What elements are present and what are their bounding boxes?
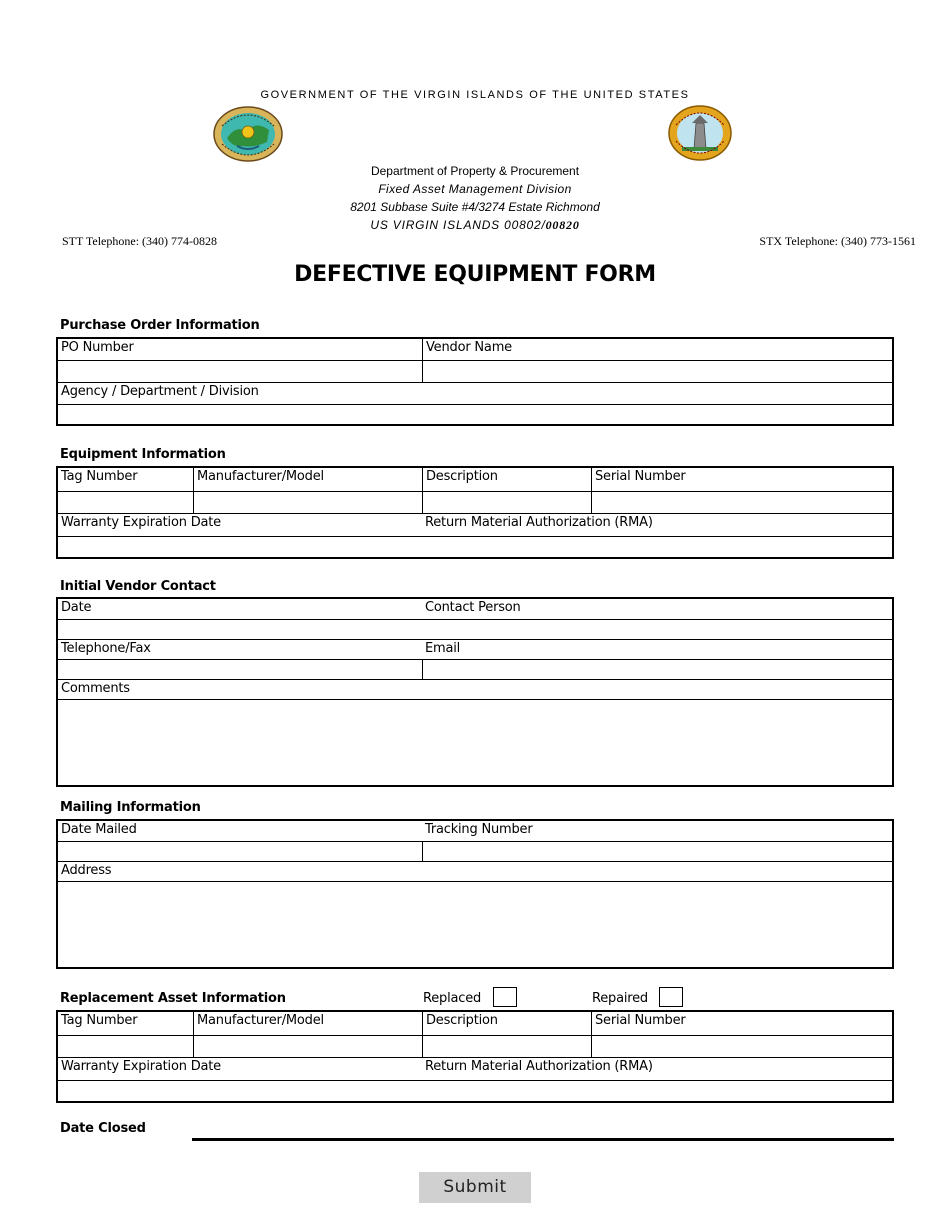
tag-number-label: Tag Number — [61, 469, 138, 484]
replacement-tag-number-input[interactable] — [58, 1036, 193, 1057]
repaired-label: Repaired — [592, 991, 648, 1006]
table-row — [58, 599, 892, 619]
po-number-label: PO Number — [61, 340, 134, 355]
tracking-label-cell — [422, 821, 892, 841]
tracking-number-input[interactable] — [422, 842, 892, 861]
agency-label: Agency / Department / Division — [61, 384, 259, 399]
rma-label: Return Material Authorization (RMA) — [425, 515, 653, 530]
description-label-cell — [422, 468, 591, 491]
city-address — [300, 216, 650, 234]
replacement-tag-label-cell — [58, 1012, 193, 1035]
table-row — [58, 659, 892, 679]
serial-number-input[interactable] — [591, 492, 892, 513]
equipment-heading: Equipment Information — [60, 447, 226, 462]
repaired-checkbox[interactable] — [659, 987, 683, 1007]
date-closed-input[interactable] — [192, 1138, 894, 1141]
warranty-rma-input[interactable] — [58, 537, 892, 557]
warranty-label: Warranty Expiration Date — [61, 515, 221, 530]
replacement-warranty-rma-input[interactable] — [58, 1081, 892, 1101]
replacement-manufacturer-model-input[interactable] — [193, 1036, 422, 1057]
contact-person-label-cell — [422, 599, 892, 619]
mailing-heading: Mailing Information — [60, 800, 201, 815]
date-closed-label: Date Closed — [60, 1121, 146, 1136]
table-row — [58, 821, 892, 841]
table-row — [58, 382, 892, 404]
serial-number-label: Serial Number — [595, 469, 686, 484]
vendor-name-label-cell — [422, 339, 892, 360]
address-input[interactable] — [58, 882, 892, 967]
virgin-islands-seal-icon — [213, 106, 283, 162]
table-row — [58, 491, 892, 513]
date-label-cell — [58, 599, 422, 619]
purchase-order-heading: Purchase Order Information — [60, 318, 260, 333]
comments-label: Comments — [61, 681, 130, 696]
vendor-name-label: Vendor Name — [426, 340, 512, 355]
tag-number-label-cell — [58, 468, 193, 491]
address-label-cell — [58, 862, 892, 881]
manufacturer-label-cell — [193, 468, 422, 491]
table-row — [58, 1035, 892, 1057]
purchase-order-section — [56, 337, 894, 426]
agency-label-cell — [58, 383, 892, 404]
comments-input[interactable] — [58, 700, 892, 785]
date-mailed-label-cell — [58, 821, 422, 841]
department-name: Department of Property & Procurement — [370, 164, 580, 178]
table-row — [58, 861, 892, 881]
replacement-description-input[interactable] — [422, 1036, 591, 1057]
replacement-serial-number-label: Serial Number — [595, 1013, 686, 1028]
replacement-section — [56, 1010, 894, 1103]
manufacturer-model-input[interactable] — [193, 492, 422, 513]
telephone-label-cell — [58, 640, 422, 659]
address-label: Address — [61, 863, 112, 878]
city-text: US VIRGIN ISLANDS 00802/ — [370, 218, 546, 232]
table-row — [58, 699, 892, 785]
property-procurement-seal-icon — [668, 105, 732, 161]
table-row — [58, 619, 892, 639]
stx-telephone: STX Telephone: (340) 773-1561 — [759, 234, 916, 248]
table-row — [58, 1057, 892, 1080]
replacement-serial-label-cell — [591, 1012, 892, 1035]
rma-label-cell — [422, 514, 892, 536]
replacement-warranty-label: Warranty Expiration Date — [61, 1059, 221, 1074]
table-row — [58, 639, 892, 659]
stt-telephone: STT Telephone: (340) 774-0828 — [62, 234, 218, 248]
table-row — [58, 339, 892, 360]
email-input[interactable] — [422, 660, 892, 679]
comments-label-cell — [58, 680, 892, 699]
telephone-fax-input[interactable] — [58, 660, 422, 679]
date-mailed-label: Date Mailed — [61, 822, 137, 837]
vendor-name-input[interactable] — [422, 361, 892, 382]
table-row — [58, 881, 892, 967]
street-address: 8201 Subbase Suite #4/3274 Estate Richmond — [350, 200, 600, 214]
vendor-contact-heading: Initial Vendor Contact — [60, 579, 216, 594]
description-input[interactable] — [422, 492, 591, 513]
date-mailed-input[interactable] — [58, 842, 422, 861]
table-row — [58, 536, 892, 557]
vendor-contact-section — [56, 597, 894, 787]
replacement-rma-label-cell — [422, 1058, 892, 1080]
replacement-manufacturer-model-label: Manufacturer/Model — [197, 1013, 324, 1028]
replacement-warranty-label-cell — [58, 1058, 422, 1080]
contact-person-label: Contact Person — [425, 600, 521, 615]
email-label-cell — [422, 640, 892, 659]
table-row — [58, 1012, 892, 1035]
warranty-label-cell — [58, 514, 422, 536]
table-row — [58, 679, 892, 699]
po-number-input[interactable] — [58, 361, 422, 382]
division-name: Fixed Asset Management Division — [378, 182, 572, 196]
table-row — [58, 841, 892, 861]
form-title: DEFECTIVE EQUIPMENT FORM — [294, 262, 656, 287]
table-row — [58, 360, 892, 382]
po-number-label-cell — [58, 339, 422, 360]
replacement-description-label: Description — [426, 1013, 498, 1028]
description-label: Description — [426, 469, 498, 484]
table-row — [58, 513, 892, 536]
replacement-manufacturer-label-cell — [193, 1012, 422, 1035]
mailing-section — [56, 819, 894, 969]
submit-button[interactable]: Submit — [419, 1172, 531, 1203]
replacement-serial-number-input[interactable] — [591, 1036, 892, 1057]
agency-input[interactable] — [58, 405, 892, 424]
manufacturer-model-label: Manufacturer/Model — [197, 469, 324, 484]
replacement-rma-label: Return Material Authorization (RMA) — [425, 1059, 653, 1074]
replaced-checkbox[interactable] — [493, 987, 517, 1007]
tag-number-input[interactable] — [58, 492, 193, 513]
email-label: Email — [425, 641, 461, 656]
table-row — [58, 1080, 892, 1101]
tracking-number-label: Tracking Number — [425, 822, 533, 837]
table-row — [58, 404, 892, 424]
telephone-fax-label: Telephone/Fax — [61, 641, 151, 656]
table-row — [58, 468, 892, 491]
equipment-section — [56, 466, 894, 559]
replacement-tag-number-label: Tag Number — [61, 1013, 138, 1028]
replacement-description-label-cell — [422, 1012, 591, 1035]
date-contact-input[interactable] — [58, 620, 892, 639]
date-label: Date — [61, 600, 92, 615]
alternate-zip: 00820 — [545, 218, 580, 232]
replaced-label: Replaced — [423, 991, 482, 1006]
serial-number-label-cell — [591, 468, 892, 491]
replacement-heading: Replacement Asset Information — [60, 991, 286, 1006]
government-title: GOVERNMENT OF THE VIRGIN ISLANDS OF THE UNITED STATES — [260, 89, 690, 101]
